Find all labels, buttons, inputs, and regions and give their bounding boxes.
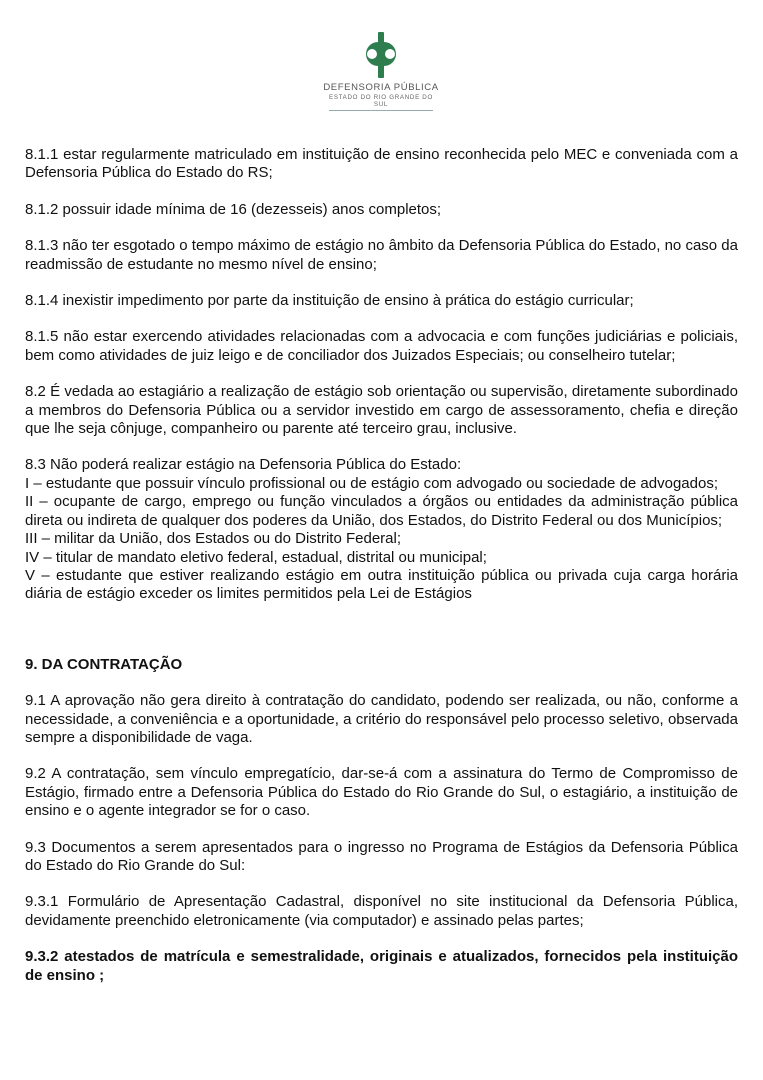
item-8-1-2: 8.1.2 possuir idade mínima de 16 (dezesseis) anos completos; bbox=[25, 200, 442, 218]
item-9-3-2: 9.3.2 atestados de matrícula e semestralidade, originais e atualizados, fornecidos pela instituição de ensino ; bbox=[25, 948, 738, 984]
item-8-1-4: 8.1.4 inexistir impedimento por parte da instituição de ensino à prática do estágio curricular; bbox=[25, 292, 634, 310]
org-subtitle: ESTADO DO RIO GRANDE DO SUL bbox=[329, 94, 433, 108]
logo-divider bbox=[329, 110, 433, 111]
item-8-3-i: I – estudante que possuir vínculo profissional ou de estágio com advogado ou sociedade de advogados; bbox=[25, 474, 718, 492]
section-spacer bbox=[25, 604, 738, 656]
item-8-2: 8.2 É vedada ao estagiário a realização de estágio sob orientação ou supervisão, diretamente subordinado a membros do Defensoria Pública ou a servidor investido em cargo de assessoramento, chefia e direção que lhe seja cônjuge, companheiro ou parente até terceiro grau, inclusive. bbox=[25, 383, 738, 438]
section-9-heading: 9. DA CONTRATAÇÃO bbox=[25, 655, 183, 673]
item-8-3-v: V – estudante que estiver realizando estágio em outra instituição pública ou privada cuja carga horária diária de estágio exceder os limites permitidos pela Lei de Estágios bbox=[25, 566, 738, 603]
item-9-1: 9.1 A aprovação não gera direito à contratação do candidato, podendo ser realizada, ou não, conforme a necessidade, a conveniência e a oportunidade, a critério do responsável pelo processo seletivo, observada sempre a disponibilidade de vaga. bbox=[25, 692, 738, 746]
item-8-3-ii: II – ocupante de cargo, emprego ou função vinculados a órgãos ou entidades da administração pública direta ou indireta de qualquer dos poderes da União, dos Estados, do Distrito Federal ou dos Municípios; bbox=[25, 493, 738, 529]
item-8-1-5: 8.1.5 não estar exercendo atividades relacionadas com a advocacia e com funções judiciárias e policiais, bem como atividades de juiz leigo e de conciliador dos Juizados Especiais; ou conselheiro tutelar; bbox=[25, 328, 738, 364]
item-8-1-3: 8.1.3 não ter esgotado o tempo máximo de estágio no âmbito da Defensoria Pública do Estado, no caso da readmissão de estudante no mesmo nível de ensino; bbox=[25, 237, 738, 273]
item-8-3-iii: III – militar da União, dos Estados ou do Distrito Federal; bbox=[25, 530, 402, 548]
item-8-3-iv: IV – titular de mandato eletivo federal, estadual, distrital ou municipal; bbox=[25, 548, 487, 566]
item-8-1-1: 8.1.1 estar regularmente matriculado em instituição de ensino reconhecida pelo MEC e conveniada com a Defensoria Pública do Estado do RS; bbox=[25, 146, 738, 182]
item-9-3-1: 9.3.1 Formulário de Apresentação Cadastral, disponível no site institucional da Defensoria Pública, devidamente preenchido eletronicamente (via computador) e assinado pelas partes; bbox=[25, 893, 738, 929]
item-8-3-block bbox=[25, 456, 738, 603]
item-9-2: 9.2 A contratação, sem vínculo empregatício, dar-se-á com a assinatura do Termo de Compromisso de Estágio, firmado entre a Defensoria Pública do Estado do Rio Grande do Sul, o estagiário, a instituição de ensino e o agente integrador se for o caso. bbox=[25, 765, 738, 820]
document-body bbox=[25, 146, 738, 985]
defensoria-logo bbox=[323, 30, 439, 114]
item-8-3-intro: 8.3 Não poderá realizar estágio na Defensoria Pública do Estado: bbox=[25, 456, 462, 474]
item-9-3: 9.3 Documentos a serem apresentados para o ingresso no Programa de Estágios da Defensoria Pública do Estado do Rio Grande do Sul: bbox=[25, 838, 738, 874]
org-name: DEFENSORIA PÚBLICA bbox=[323, 82, 439, 93]
dp-logo-icon bbox=[354, 30, 408, 80]
